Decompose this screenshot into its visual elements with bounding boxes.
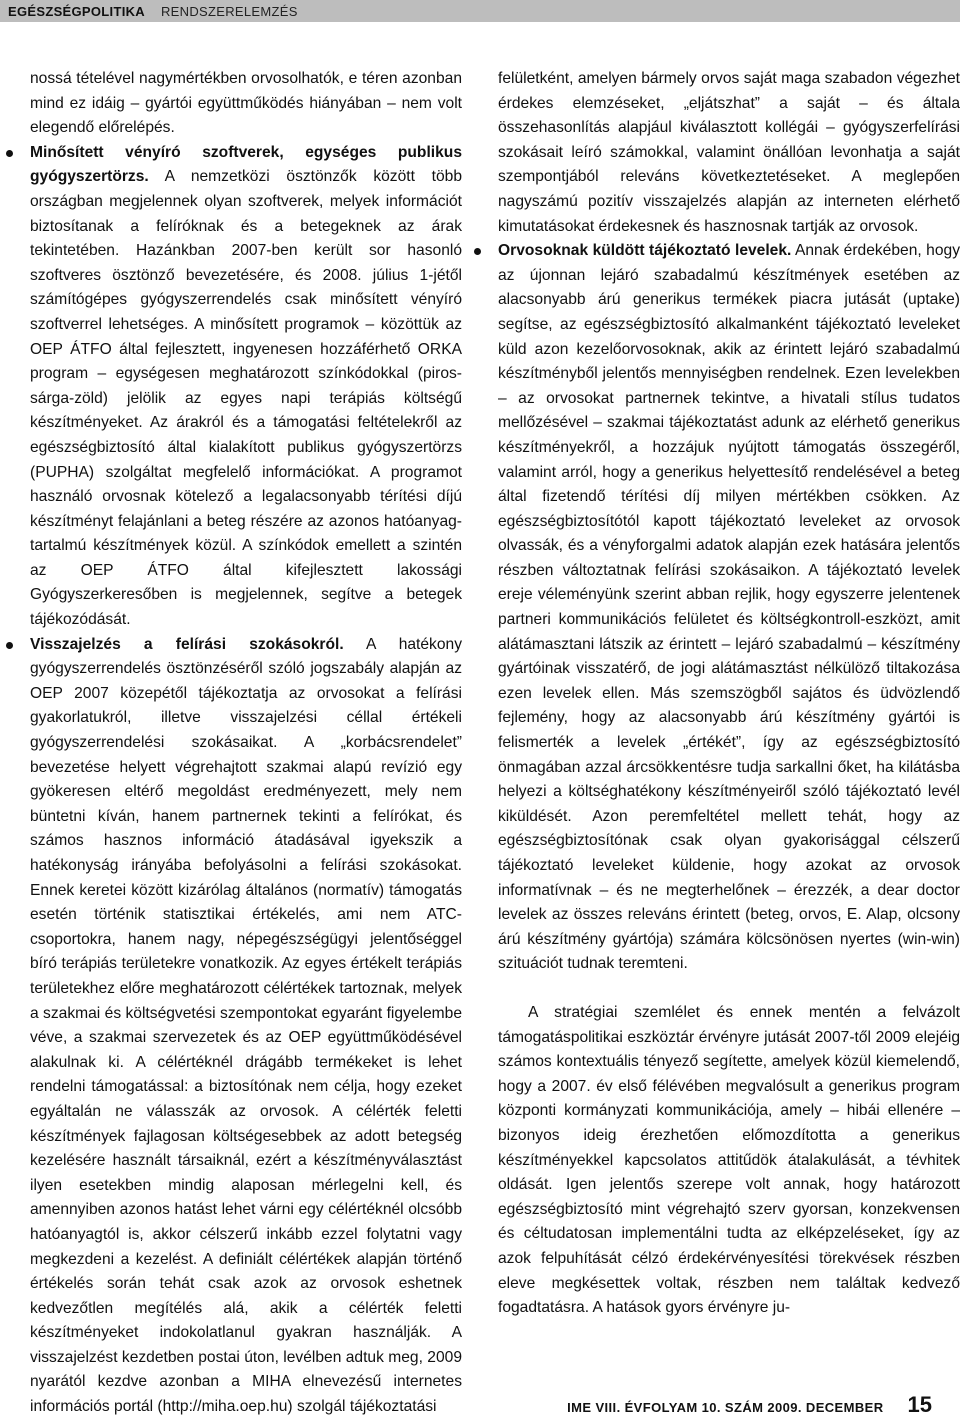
list-item xyxy=(30,141,462,633)
page-footer xyxy=(567,1392,932,1418)
item-title: Minősített vényíró szoftverek, egységes publikus gyógyszertörzs. xyxy=(30,143,462,186)
bullet-list xyxy=(498,239,960,977)
list-item xyxy=(30,633,462,1420)
item-text: A hatékony gyógyszerrendelés ösztönzéséről szóló jogszabály alapján az OEP 2007 közepétől tájékoztatja az orvosokat a felírási gyakorlatukról, illetve visszajelzési céllal értékeli gyógyszerrendelési szokásaikat. A „korbácsrendelet” bevezetése helyett végrehajtott szakmai alapú revízió egy gyökeresen eltérő megoldást eredményezett, mely nem büntetni kíván, hanem partnernek tekinti a felírókat, és számos hasznos információ átadásával igyekszik a hatékonyság irányába befolyásolni a felírási szokásokat. Ennek keretei között kizárólag általános (normatív) támogatás esetén történik statisztikai értékelés, ami nem ATC-csoportokra, hanem nagy, népegészségügyi jelentőséggel bíró terápiás területekre vonatkozik. Az egyes értékelt terápiás területekhez előre meghatározott célértékek tartoznak, melyek a szakmai és költségvetési szempontokat egyaránt figyelembe véve, a szakmai szervezetek és az OEP együttműködésével alakulnak ki. A célértéknél drágább termékeket is lehet rendelni támogatással: a biztosítónak nem célja, hogy ezeket egyáltalán ne válasszák az orvosok. A célérték feletti készítmények fajlagosan költségesebbek az adott betegség kezelésére használt társaiknál, ezért a készítményválasztást ilyen esetekben mindig alaposan mérlegelni kell, és amennyiben azonos hatást lehet várni egy célértéknél olcsóbb hatóanyagtól is, akkor célszerű inkább ezzel folytatni vagy megkezdeni a kezelést. A definiált célértékek alapján történő értékelés során tehát csak azok az orvosok eshetnek kedvezőtlen megítélés alá, akik a célérték feletti készítményeket indokolatlanul gyakran használják. A visszajelzést kezdetben postai úton, levélben adtuk meg, 2009 nyarától kezdve azonban a MIHA elnevezésű internetes információs portál (http://miha.oep.hu) szolgál tájékoztatási xyxy=(30,635,462,1416)
body-paragraph: A stratégiai szemlélet és ennek mentén a felvázolt támogatáspolitikai eszköztár érvényre jutását 2007-től 2009 elejéig számos kontextuális tényező segítette, amelyek közül kiemelendő, hogy a 2007. év első félévében megvalósult a generikus program központi kormányzati kommunikációja, amely – hibái ellenére – bizonyos ideig érezhetően előmozdította a generikus készítményekkel kapcsolatos attitűdök átalakulását, a tévhitek oldását. Igen jelentős szerepe volt annak, hogy határozott egészségbiztosító mint végrehajtó szerv gyorsan, konzekvensen és céltudatosan implementálni tudta az elképzeléseket, így az azok felpuhítását célzó érdekérvényesítési törekvések részben eleve megkésettek voltak, részben nem találtak kedvező fogadtatásra. A hatások gyors érvényre ju- xyxy=(498,1003,960,1317)
page-number: 15 xyxy=(907,1392,932,1417)
item-text: Annak érdekében, hogy az újonnan lejáró szabadalmú készítmények esetében az alacsonyabb árú generikus termékek piacra jutását (uptake) segítse, az egészségbiztosító alkalmanként tájékoztató leveleket küld azon kezelőorvosoknak, akik az érintett lejáró szabadalmú készítményből jelentős mennyiségben rendelnek. Ezen levelekben – az orvosokat partnernek tekintve, a hivatali stílus tudatos mellőzésével – szakmai tájékoztatást adunk az elérhető generikus készítményekről, a hozzájuk nyújtott támogatás összegéről, valamint arról, hogy a generikus helyettesítő rendelésével a beteg által fizetendő térítési díj milyen mértékben csökken. Az egészségbiztosítótól kapott tájékoztató leveleket az orvosok olvassák, és a vényforgalmi adatok alapján ezek hatására jelentős részben változtatnak felírási szokásaikon. A tájékoztató levelek ereje véleményünk szerint abban rejlik, hogy egyszerre jelentenek partneri kommunikációs felületet és költségkontroll-eszközt, amit alátámasztani látszik az érintett – lejáró szabadalmú – készítmény gyártóinak visszatérő, de jogi alátámasztást nélkülöző tiltakozása ezen levelek ellen. Más szemszögből sajátos és üdvözlendő fejlemény, hogy az alacsonyabb árú készítmény gyártói is felismerték a levelek „értékét”, így az egészségbiztosító önmagában azzal árcsökkentésre tudja sarkallni őket, ha kilátásba helyezi a költséghatékony készítményeiről szóló tájékoztató levél kiküldését. Azon peremfeltétel mellett tehát, hogy az egészségbiztosítónak csak olyan gyakorisággal célszerű tájékoztató leveleket küldenie, hogy azokat az orvosok informatívnak – és ne megterhelőnek – érezzék, a dear doctor levelek az összes releváns érintett (beteg, orvos, E. Alap, olcsony árú készítmény gyártója) számára kölcsönösen nyertes (win-win) szituációt tudnak teremteni. xyxy=(498,242,960,973)
list-item xyxy=(498,239,960,977)
continued-text: felületként, amelyen bármely orvos saját maga szabadon végezhet érdekes elemzéseket, „eljátszhat” a saját – és általa összehasonlítás alapjául kiválasztott kollégái – gyógyszerfelírási szokásait leíró számokkal, valamint önállóan levonhatja a saját szempontjából releváns következtetéseket. A meglepően nagyszámú pozitív visszajelzés alapján az interneten elérhető kimutatásokat érdekesnek és hasznosnak tartják az orvosok. xyxy=(498,70,960,235)
continued-text: nossá tételével nagymértékben orvosolhatók, e téren azonban mind ez idáig – gyártói együttműködés hiányában – nem volt elegendő előrelépés. xyxy=(30,70,462,137)
running-header xyxy=(0,0,960,22)
section-label: EGÉSZSÉGPOLITIKA xyxy=(8,3,145,19)
bullet-list xyxy=(30,141,462,1420)
right-column xyxy=(498,67,960,1321)
subsection-label: RENDSZERELEMZÉS xyxy=(160,3,298,19)
item-title: Orvosoknak küldött tájékoztató levelek. xyxy=(498,242,792,260)
item-text: A nemzetközi ösztönzők között több országban megjelennek olyan szoftverek, melyek információt biztosítanak a felíróknak és a betegeknek az árak tekintetében. Hazánkban 2007-ben került sor hasonló szoftveres ösztönző bevezetésére, és 2008. július 1-jétől számítógépes gyógyszerrendelés csak minősített vényíró szoftverrel lehetséges. A minősített programok – közöttük az OEP ÁTFO által fejlesztett, ingyenesen hozzáférhető ORKA program – egységesen meghatározott színkódokkal (piros-sárga-zöld) jelölik az egyes napi terápiás költségű készítményeket. Az árakról és a támogatási feltételekről az egészségbiztosító által kialakított publikus gyógyszertörzs (PUPHA) szolgáltat megfelelő információkat. A programot használó orvosnak kötelező a legalacsonyabb térítési díjú készítményt felajánlani a beteg részére az azonos hatóanyag-tartalmú készítmények közül. A színkódok emellett a szintén az OEP ÁTFO által kifejlesztett lakossági Gyógyszerkeresőben is megjelennek, segítve a betegek tájékozódását. xyxy=(30,168,462,629)
item-title: Visszajelzés a felírási szokásokról. xyxy=(30,635,344,653)
issue-label: IME VIII. ÉVFOLYAM 10. SZÁM 2009. DECEMBER xyxy=(567,1400,884,1415)
left-column xyxy=(30,67,462,1420)
